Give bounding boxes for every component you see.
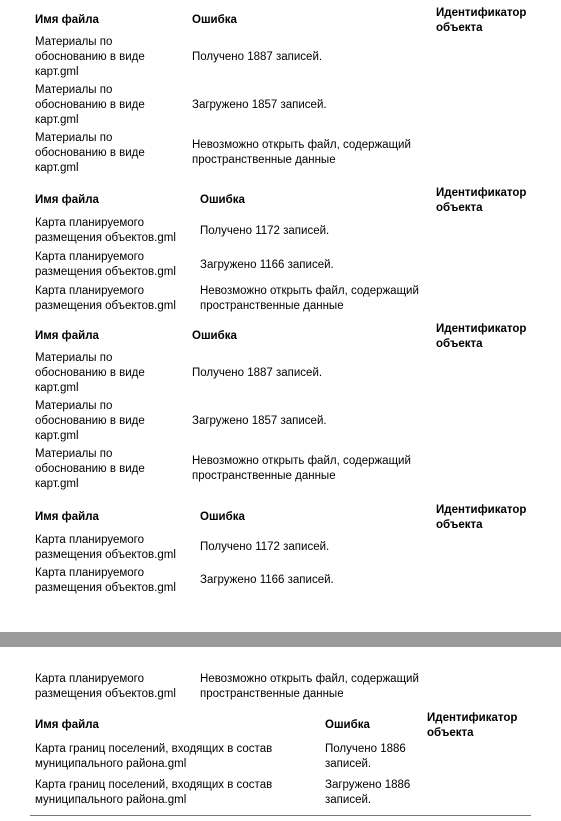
- table-row: [0, 81, 561, 129]
- table-row: [0, 129, 561, 177]
- error-cell: Загружено 1166 записей.: [200, 574, 334, 586]
- file-name-cell: Материалы по обоснованию в виде карт.gml: [35, 399, 145, 442]
- file-name-cell: Карта планируемого размещения объектов.gml: [35, 251, 176, 278]
- table-row: [0, 775, 561, 811]
- table-row: [0, 282, 561, 316]
- file-name-cell: Материалы по обоснованию в виде карт.gml: [35, 131, 145, 174]
- error-cell: Загружено 1166 записей.: [200, 258, 334, 271]
- table-row: [0, 564, 561, 597]
- error-cell: Загружено 1857 записей.: [192, 414, 327, 427]
- bottom-rule: [30, 815, 531, 816]
- error-cell: Загружено 1857 записей.: [192, 98, 327, 111]
- file-name-cell: Карта планируемого размещения объектов.gml: [35, 673, 176, 700]
- file-name-cell: Карта планируемого размещения объектов.gml: [35, 285, 176, 312]
- table-header: [0, 705, 561, 739]
- error-table-1: [0, 0, 561, 177]
- header-object-id: Идентификатор объекта: [427, 712, 518, 739]
- header-file-name: Имя файла: [35, 330, 99, 342]
- header-error: Ошибка: [192, 330, 237, 342]
- error-table-5: [0, 705, 561, 811]
- table-row: [0, 445, 561, 493]
- file-name-cell: Материалы по обоснованию в виде карт.gml: [35, 352, 145, 394]
- table-row: [0, 248, 561, 282]
- table-row: [0, 397, 561, 445]
- file-name-cell: Материалы по обоснованию в виде карт.gml: [35, 447, 145, 490]
- header-object-id: Идентификатор объекта: [436, 323, 527, 350]
- table-row: [0, 350, 561, 397]
- table-header: [0, 180, 561, 214]
- header-error: Ошибка: [325, 719, 370, 731]
- header-file-name: Имя файла: [35, 14, 99, 26]
- file-name-cell: Материалы по обоснованию в виде карт.gml: [35, 83, 145, 126]
- header-file-name: Имя файла: [35, 719, 99, 731]
- header-error: Ошибка: [200, 511, 245, 523]
- error-table-2: [0, 180, 561, 316]
- error-cell: Загружено 1886 записей.: [325, 779, 411, 806]
- error-cell: Невозможно открыть файл, содержащий пространственные данные: [200, 673, 419, 700]
- error-cell: Получено 1887 записей.: [192, 51, 323, 63]
- header-file-name: Имя файла: [35, 194, 99, 206]
- file-name-cell: Карта планируемого размещения объектов.gml: [35, 566, 176, 594]
- table-row: [0, 214, 561, 248]
- error-cell: Получено 1887 записей.: [192, 367, 323, 379]
- error-cell: Получено 1172 записей.: [200, 541, 330, 553]
- table-header: [0, 0, 561, 34]
- header-object-id: Идентификатор объекта: [436, 504, 527, 531]
- error-table-4: [0, 497, 561, 597]
- file-name-cell: Карта границ поселений, входящих в состав муниципального района.gml: [35, 779, 273, 806]
- table-row: [0, 34, 561, 81]
- header-error: Ошибка: [200, 194, 245, 206]
- file-name-cell: Карта планируемого размещения объектов.gml: [35, 217, 176, 244]
- table-row: [0, 671, 561, 703]
- continued-row: [0, 671, 561, 703]
- table-row: [0, 739, 561, 775]
- header-object-id: Идентификатор объекта: [436, 187, 527, 214]
- header-file-name: Имя файла: [35, 511, 99, 523]
- table-header: [0, 316, 561, 350]
- file-name-cell: Карта границ поселений, входящих в состав муниципального района.gml: [35, 743, 273, 770]
- page-2: [0, 647, 561, 821]
- page-break: [0, 632, 561, 647]
- file-name-cell: Материалы по обоснованию в виде карт.gml: [35, 36, 145, 78]
- header-object-id: Идентификатор объекта: [436, 7, 527, 34]
- error-cell: Невозможно открыть файл, содержащий пространственные данные: [200, 285, 419, 312]
- error-cell: Невозможно открыть файл, содержащий пространственные данные: [192, 455, 411, 482]
- table-row: [0, 531, 561, 564]
- error-table-3: [0, 316, 561, 493]
- error-cell: Невозможно открыть файл, содержащий пространственные данные: [192, 139, 411, 166]
- error-cell: Получено 1172 записей.: [200, 224, 330, 237]
- table-header: [0, 497, 561, 531]
- error-cell: Получено 1886 записей.: [325, 743, 406, 770]
- header-error: Ошибка: [192, 14, 237, 26]
- file-name-cell: Карта планируемого размещения объектов.gml: [35, 533, 176, 561]
